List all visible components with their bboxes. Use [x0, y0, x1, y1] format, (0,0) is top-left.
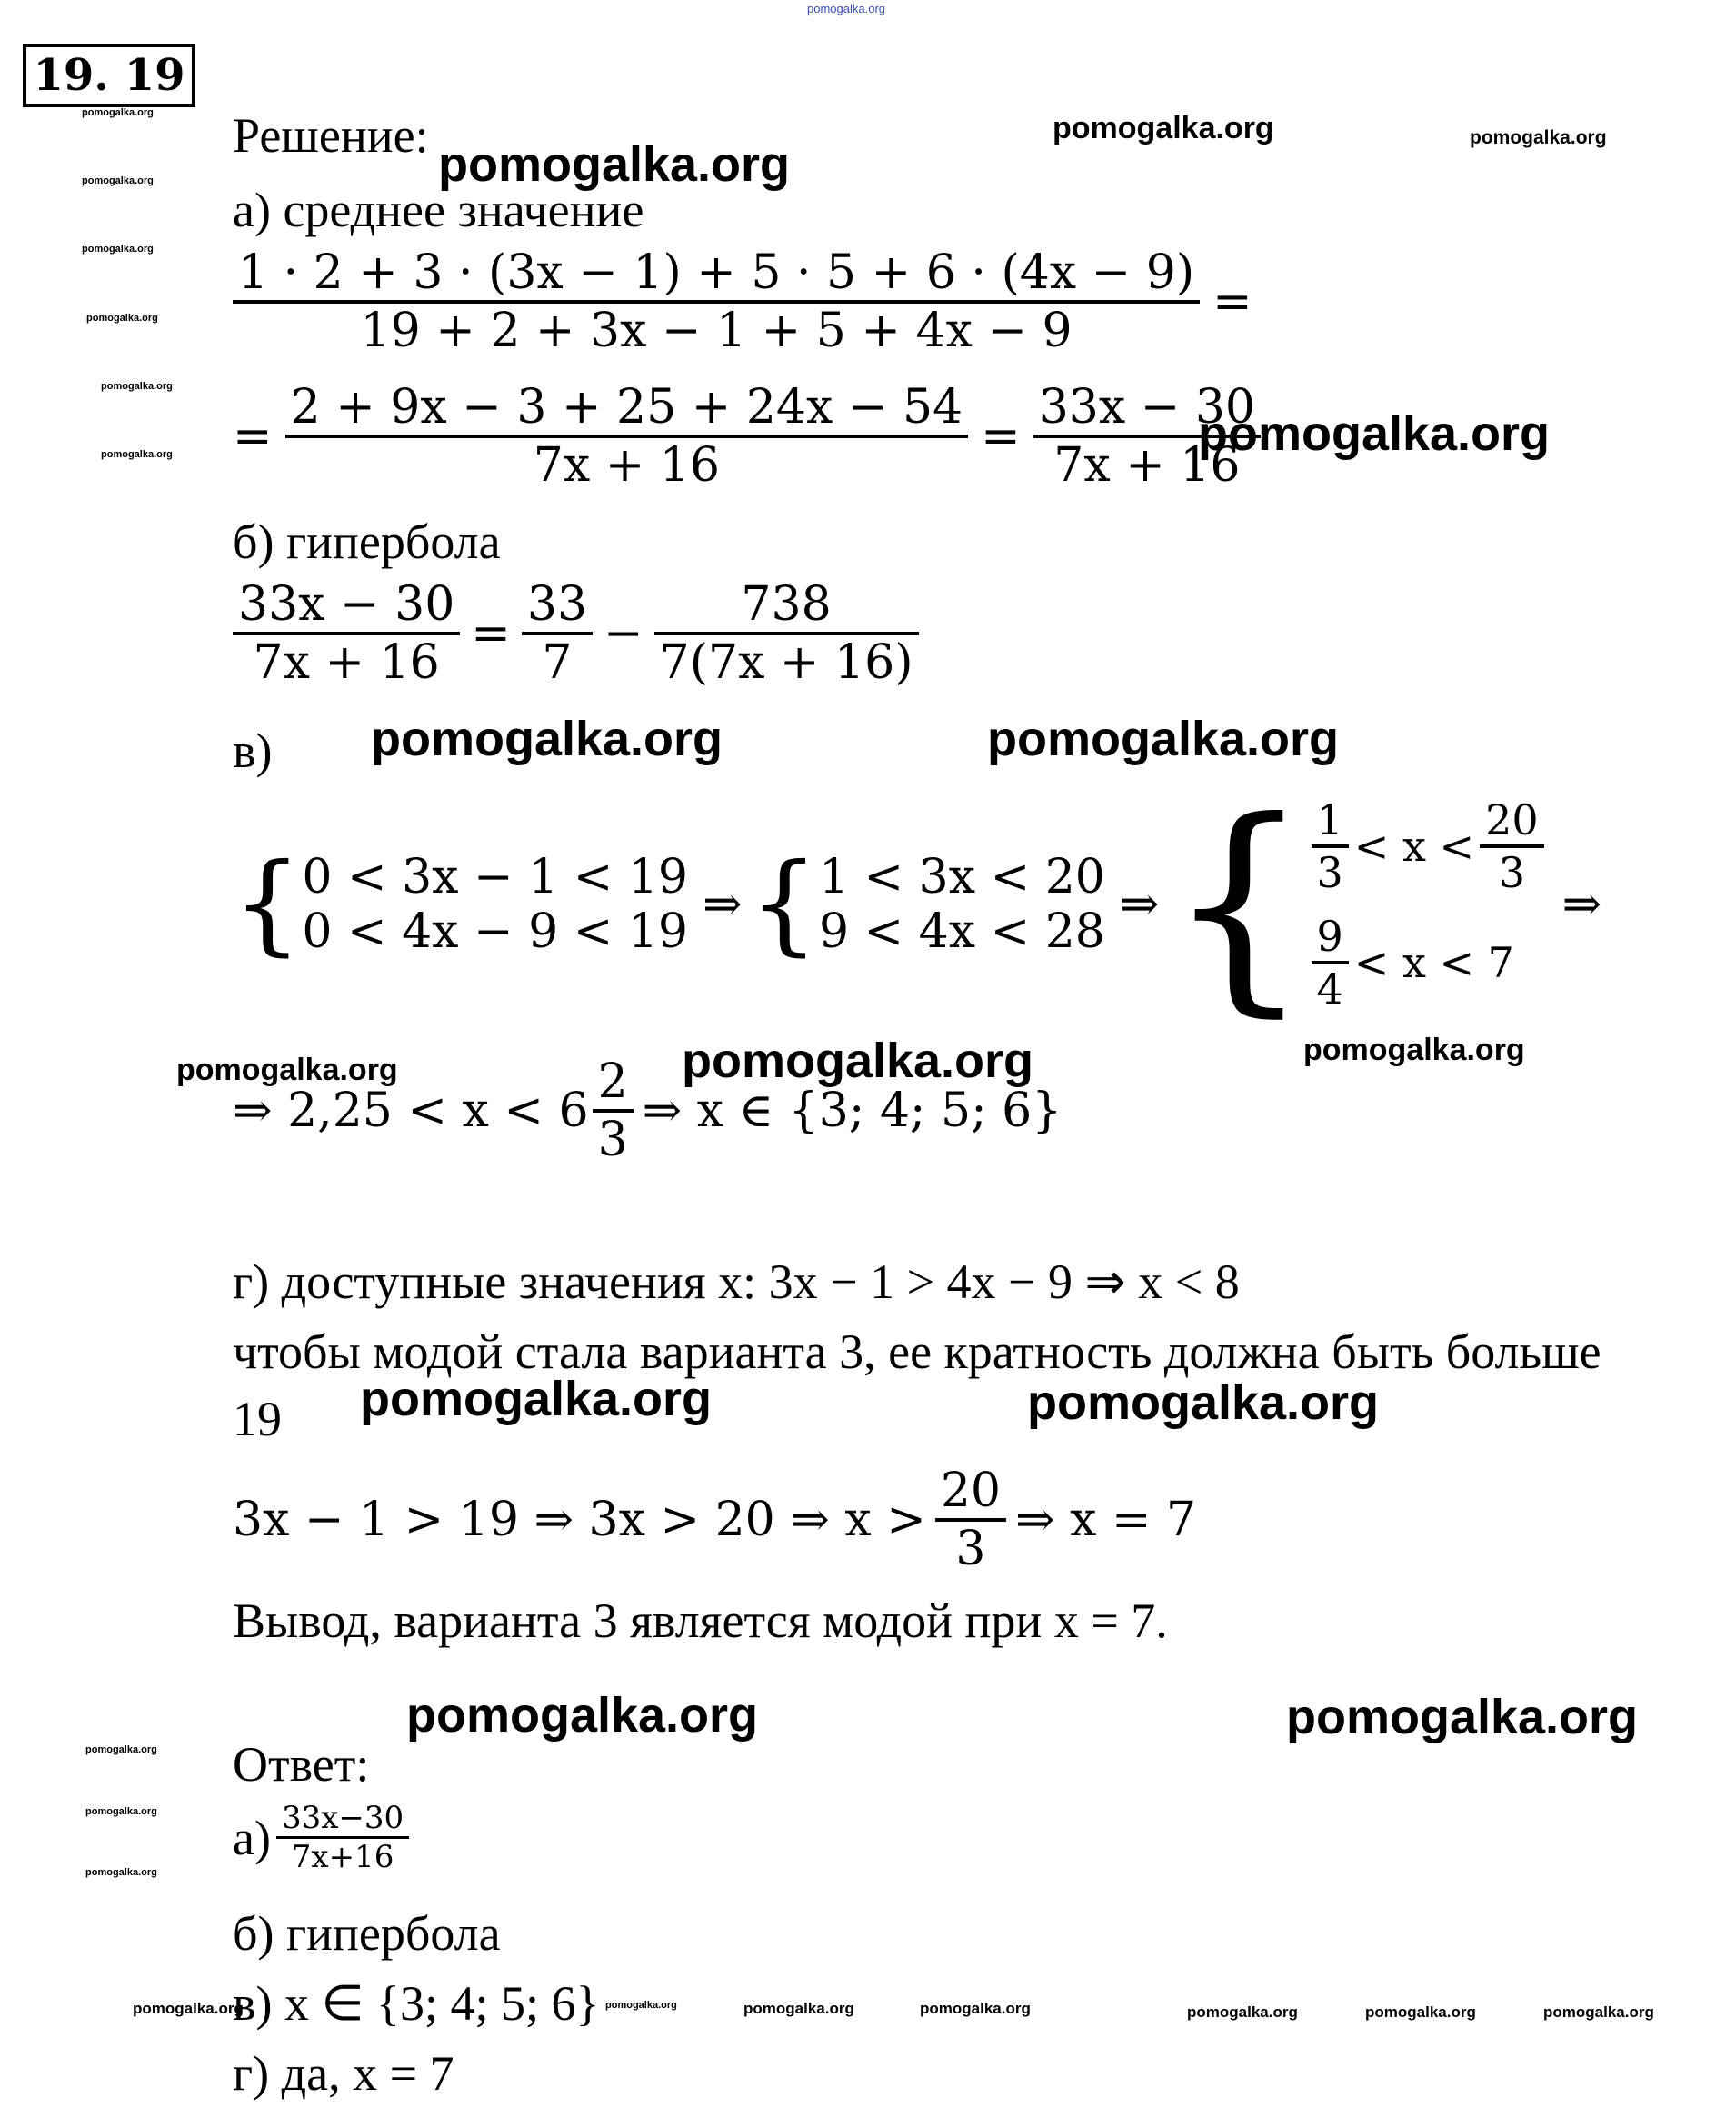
inequality: < x < — [1353, 822, 1475, 871]
watermark: pomogalka.org — [101, 449, 173, 460]
numerator: 2 + 9x − 3 + 25 + 24x − 54 — [285, 380, 969, 438]
equals-sign: = — [233, 409, 273, 464]
part-v-result — [233, 1054, 1062, 1167]
part-g-line-1: г) доступные значения x: 3x − 1 > 4x − 9 ⇒ x < 8 — [233, 1254, 1240, 1309]
numerator: 33 — [522, 577, 593, 635]
numerator: 20 — [1480, 795, 1544, 848]
inequality-text: 3x − 1 > 19 ⇒ 3x > 20 ⇒ x > — [233, 1493, 926, 1547]
system-line: 0 < 3x − 1 < 19 — [302, 850, 688, 904]
system-line — [1312, 912, 1544, 1014]
part-g-line-2: чтобы модой стала варианта 3, ее кратность должна быть больше — [233, 1324, 1601, 1379]
watermark: pomogalka.org — [86, 313, 158, 324]
system-line: 0 < 4x − 9 < 19 — [302, 904, 688, 959]
problem-number: 19. 19 — [23, 44, 195, 107]
equals-sign: = — [981, 409, 1021, 464]
watermark: pomogalka.org — [82, 175, 154, 186]
fraction — [654, 577, 919, 690]
part-v-systems — [233, 772, 1602, 1036]
denominator: 7(7x + 16) — [659, 635, 913, 690]
fraction — [522, 577, 593, 690]
brace: { — [233, 841, 303, 967]
fraction — [1312, 795, 1349, 897]
watermark: pomogalka.org — [371, 712, 723, 766]
numerator: 1 · 2 + 3 · (3x − 1) + 5 · 5 + 6 · (4x − 9) — [233, 245, 1200, 304]
watermark: pomogalka.org — [682, 1034, 1034, 1088]
watermark: pomogalka.org — [1027, 1375, 1380, 1430]
implies-sign: ⇒ — [703, 877, 743, 932]
fraction — [285, 380, 969, 493]
watermark: pomogalka.org — [133, 2000, 244, 2017]
watermark: pomogalka.org — [1286, 1690, 1639, 1744]
watermark: pomogalka.org — [1470, 127, 1607, 148]
inequality: < x < 7 — [1353, 938, 1514, 987]
answer-title: Ответ: — [233, 1737, 370, 1792]
fraction — [233, 245, 1200, 358]
answer-a-label: а) — [233, 1810, 271, 1865]
equals-sign: = — [471, 606, 511, 661]
watermark: pomogalka.org — [1365, 2003, 1476, 2021]
answer-g: г) да, x = 7 — [233, 2046, 454, 2101]
watermark: pomogalka.org — [176, 1053, 398, 1087]
denominator: 7x + 16 — [1053, 438, 1241, 493]
result-text: ⇒ 2,25 < x < 6 — [233, 1084, 589, 1138]
watermark: pomogalka.org — [360, 1372, 713, 1426]
part-a-expression-2 — [233, 380, 1261, 493]
watermark: pomogalka.org — [82, 244, 154, 255]
denominator: 3 — [1498, 848, 1525, 897]
numerator: 738 — [654, 577, 919, 635]
watermark: pomogalka.org — [987, 712, 1340, 766]
fraction — [233, 577, 460, 690]
system-line: 9 < 4x < 28 — [818, 904, 1105, 959]
system-3 — [1312, 795, 1544, 1014]
equals-sign: = — [1212, 275, 1252, 329]
watermark: pomogalka.org — [101, 381, 173, 392]
denominator: 7x + 16 — [253, 635, 440, 690]
watermark: pomogalka.org — [406, 1688, 759, 1743]
watermark: pomogalka.org — [743, 2000, 854, 2017]
part-b-label: б) гипербола — [233, 515, 501, 569]
denominator: 7 — [542, 635, 573, 690]
denominator: 7x + 16 — [533, 438, 720, 493]
part-g-inequality — [233, 1464, 1196, 1576]
watermark: pomogalka.org — [85, 1806, 157, 1817]
result-text: ⇒ x ∈ {3; 4; 5; 6} — [642, 1084, 1063, 1138]
watermark: pomogalka.org — [605, 2000, 677, 2011]
fraction — [1312, 912, 1349, 1014]
system-2 — [819, 850, 1105, 959]
numerator: 33x − 30 — [233, 577, 460, 635]
watermark: pomogalka.org — [1543, 2003, 1654, 2021]
watermark: pomogalka.org — [85, 1744, 157, 1755]
denominator: 7x+16 — [291, 1839, 394, 1875]
part-v-label: в) — [233, 724, 273, 778]
brace: { — [749, 841, 819, 967]
system-line: 1 < 3x < 20 — [818, 850, 1105, 904]
watermark: pomogalka.org — [1053, 111, 1274, 145]
watermark: pomogalka.org — [1303, 1033, 1525, 1067]
system-line — [1312, 795, 1544, 897]
fraction — [593, 1054, 634, 1167]
answer-b: б) гипербола — [233, 1906, 501, 1961]
minus-sign: − — [604, 606, 644, 661]
part-a-label: а) среднее значение — [233, 183, 644, 237]
fraction — [935, 1464, 1006, 1576]
watermark: pomogalka.org — [85, 1867, 157, 1878]
watermark: pomogalka.org — [1187, 2003, 1298, 2021]
brace: { — [1166, 772, 1312, 1036]
implies-sign: ⇒ — [1119, 877, 1160, 932]
numerator: 20 — [935, 1464, 1006, 1522]
watermark: pomogalka.org — [1198, 406, 1551, 461]
numerator: 2 — [593, 1054, 634, 1113]
answer-v: в) x ∈ {3; 4; 5; 6} — [233, 1976, 600, 2031]
numerator: 1 — [1312, 795, 1349, 848]
inequality-text: ⇒ x = 7 — [1014, 1493, 1197, 1547]
solution-title: Решение: — [233, 108, 429, 163]
watermark: pomogalka.org — [920, 2000, 1031, 2017]
fraction — [276, 1800, 409, 1875]
watermark: pomogalka.org — [438, 137, 791, 192]
answer-a — [233, 1800, 409, 1875]
numerator: 9 — [1312, 912, 1349, 964]
denominator: 4 — [1316, 964, 1343, 1014]
part-b-expression — [233, 577, 919, 690]
denominator: 3 — [1316, 848, 1343, 897]
part-g-line-3: 19 — [233, 1392, 282, 1446]
denominator: 19 + 2 + 3x − 1 + 5 + 4x − 9 — [360, 304, 1073, 358]
watermark: pomogalka.org — [82, 107, 154, 118]
denominator: 3 — [955, 1522, 986, 1576]
numerator: 33x − 30 — [1033, 380, 1261, 438]
part-a-expression-1 — [233, 245, 1252, 358]
system-1 — [302, 850, 688, 959]
conclusion: Вывод, варианта 3 является модой при x = 7. — [233, 1593, 1168, 1648]
denominator: 3 — [597, 1113, 628, 1167]
top-watermark: pomogalka.org — [807, 2, 885, 15]
numerator: 33x−30 — [276, 1800, 409, 1839]
implies-sign: ⇒ — [1561, 877, 1602, 932]
fraction — [1480, 795, 1544, 897]
